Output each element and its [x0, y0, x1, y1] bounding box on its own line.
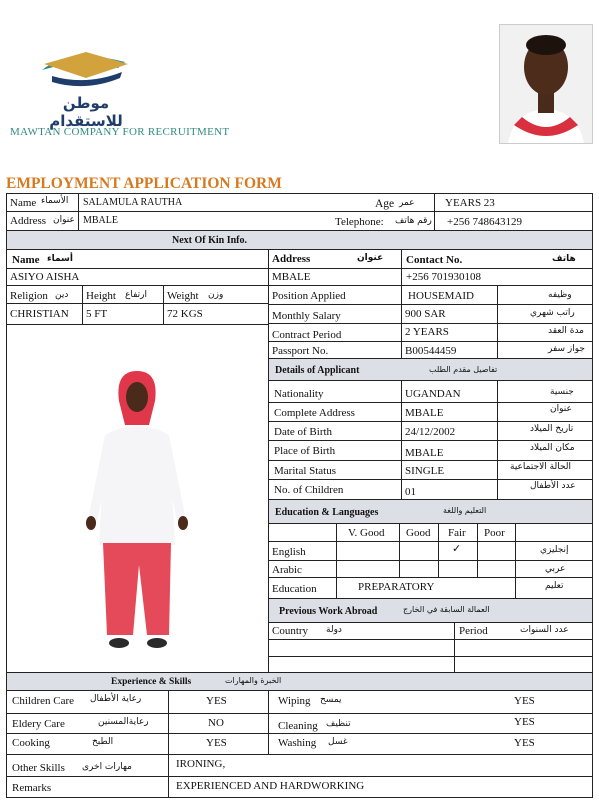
weight-label-cell: [163, 285, 269, 304]
age-value-cell: [434, 193, 593, 212]
education-value: PREPARATORY: [358, 581, 435, 593]
wiping-label-ar: يمسح: [320, 695, 342, 705]
contract-value: 2 YEARS: [405, 326, 449, 338]
religion-label: Religion: [10, 290, 48, 302]
telephone-label-ar: رقم هاتف: [395, 216, 432, 226]
cleaning-label: Cleaning: [278, 720, 318, 732]
details-title-ar: تفاصيل مقدم الطلب: [429, 365, 498, 374]
telephone-value-cell: [434, 211, 593, 231]
nationality-value: UGANDAN: [405, 388, 461, 400]
weight-value: 72 KGS: [167, 308, 203, 320]
other-skills-value: IRONING,: [176, 758, 226, 770]
skills-title: Experience & Skills: [111, 677, 192, 687]
children-care-label: Children Care: [12, 695, 75, 707]
details-header: [268, 358, 593, 381]
kin-name-cell: [6, 268, 269, 286]
other-skills-label: Other Skills: [12, 762, 65, 774]
children-count-value: 01: [405, 486, 416, 498]
skills-title-ar: الخبرة والمهارات: [225, 676, 282, 685]
address-label: Address: [10, 215, 47, 227]
elderly-care-label-ar: رعايةالمسنين: [98, 717, 149, 727]
cleaning-label-ar: تنظيف: [326, 719, 351, 729]
logo-mark-icon: [30, 40, 140, 95]
elderly-care-value: NO: [208, 717, 224, 729]
nationality-label-ar: جنسية: [550, 387, 574, 397]
kin-name-label-ar: أسماء: [47, 254, 73, 264]
company-name: MAWTAN COMPANY FOR RECRUITMENT: [10, 126, 230, 138]
arabic-label-ar: عربي: [545, 564, 566, 574]
form-title: EMPLOYMENT APPLICATION FORM: [6, 175, 282, 192]
salary-value: 900 SAR: [405, 308, 446, 320]
english-fair-check-icon: ✓: [452, 542, 462, 555]
kin-contact-label: Contact No.: [406, 254, 463, 266]
country-label: Country: [272, 625, 309, 637]
kin-contact-label-ar: هاتف: [552, 254, 576, 264]
children-care-label-ar: رعاية الأطفال: [90, 694, 142, 704]
height-label-ar: ارتفاع: [125, 290, 148, 300]
kin-address-header-cell: [268, 249, 402, 269]
religion-label-ar: دين: [55, 290, 69, 300]
position-label-ar: وظيفه: [548, 290, 572, 300]
contract-label: Contract Period: [272, 329, 342, 341]
next-of-kin-title: Next Of Kin Info.: [172, 235, 247, 246]
contract-label-ar: مدة العقد: [548, 326, 584, 336]
kin-name-label: Name: [12, 254, 40, 266]
passport-label-ar: جواز سفر: [548, 344, 585, 354]
weight-label-ar: وزن: [208, 290, 224, 300]
education-title: Education & Languages: [275, 507, 379, 518]
dob-value: 24/12/2002: [405, 426, 456, 438]
complete-address-label-ar: عنوان: [550, 404, 572, 414]
cooking-value: YES: [206, 737, 227, 749]
applicant-name-cell: [78, 193, 435, 212]
address-label-ar: عنوان: [53, 215, 75, 225]
applicant-full-body-photo: [7, 325, 268, 672]
washing-value: YES: [514, 737, 535, 749]
wiping-value: YES: [514, 695, 535, 707]
height-label-cell: [82, 285, 164, 304]
arabic-label: Arabic: [272, 564, 302, 576]
passport-value: B00544459: [405, 345, 457, 357]
dob-label-ar: تاريخ الميلاد: [530, 424, 574, 434]
period-label-ar: عدد السنوات: [520, 625, 569, 635]
address-value: MBALE: [83, 215, 118, 226]
education-header: [268, 499, 593, 524]
cooking-label: Cooking: [12, 737, 50, 749]
telephone-label: Telephone:: [335, 216, 384, 228]
complete-address-label: Complete Address: [274, 407, 355, 419]
religion-label-cell: [6, 285, 83, 304]
age-label-ar: عمر: [399, 198, 415, 208]
kin-name-value: ASIYO AISHA: [10, 271, 80, 283]
next-of-kin-header: [6, 230, 593, 250]
kin-address-label-ar: عنوان: [357, 253, 384, 263]
applicant-name-label-cell: [6, 193, 79, 212]
remarks-value: EXPERIENCED AND HARDWORKING: [176, 780, 365, 792]
marital-status-label: Marital Status: [274, 465, 337, 477]
religion-value-cell: [6, 303, 83, 325]
birthplace-value: MBALE: [405, 447, 444, 459]
cooking-label-ar: الطبخ: [92, 737, 114, 747]
height-value: 5 FT: [86, 308, 108, 320]
kin-address-cell: [268, 268, 402, 286]
country-label-ar: دولة: [326, 625, 342, 635]
salary-label-ar: راتب شهري: [530, 308, 575, 318]
skills-header: [6, 672, 593, 691]
work-title: Previous Work Abroad: [279, 606, 378, 617]
marital-status-label-ar: الحالة الاجتماعية: [510, 462, 571, 472]
address-cell: [78, 211, 435, 231]
education-label: Education: [272, 583, 317, 595]
applicant-name-value: SALAMULA RAUTHA: [83, 197, 183, 208]
kin-contact-value: +256 701930108: [406, 271, 481, 283]
kin-address-label: Address: [272, 253, 311, 265]
telephone-value: +256 748643129: [447, 216, 522, 228]
height-label: Height: [86, 290, 116, 302]
washing-label: Washing: [278, 737, 317, 749]
age-label: Age: [375, 198, 395, 210]
work-header: [268, 598, 593, 623]
weight-label: Weight: [167, 290, 199, 302]
children-count-label: No. of Children: [274, 484, 344, 496]
elderly-care-label: Eldery Care: [12, 718, 65, 730]
kin-name-header-cell: [6, 249, 269, 269]
col-good: Good: [406, 527, 431, 539]
english-label: English: [272, 546, 306, 558]
position-label: Position Applied: [272, 290, 346, 302]
work-title-ar: العمالة السابقة في الخارج: [403, 605, 490, 614]
remarks-label: Remarks: [12, 782, 52, 794]
other-skills-label-ar: مهارات اخرى: [82, 762, 132, 772]
kin-contact-header-cell: [401, 249, 593, 269]
height-value-cell: [82, 303, 164, 325]
english-label-ar: إنجليزي: [540, 545, 569, 555]
complete-address-value: MBALE: [405, 407, 444, 419]
children-count-label-ar: عدد الأطفال: [530, 481, 576, 491]
applicant-headshot-photo: [499, 24, 593, 144]
logo-arabic-text: موطن للاستقدام: [49, 94, 123, 130]
children-care-value: YES: [206, 695, 227, 707]
name-label: Name: [10, 197, 37, 209]
name-label-ar: الأسماء: [41, 196, 69, 206]
col-fair: Fair: [448, 527, 466, 539]
cleaning-value: YES: [514, 716, 535, 728]
birthplace-label-ar: مكان الميلاد: [530, 443, 575, 453]
company-logo: [30, 40, 140, 130]
age-value: YEARS 23: [445, 197, 495, 209]
birthplace-label: Place of Birth: [274, 445, 336, 457]
details-title: Details of Applicant: [275, 365, 360, 376]
col-very-good: V. Good: [348, 527, 385, 539]
education-title-ar: التعليم واللغة: [443, 506, 487, 515]
salary-label: Monthly Salary: [272, 310, 341, 322]
marital-status-value: SINGLE: [405, 465, 445, 477]
period-label: Period: [459, 625, 488, 637]
address-label-cell: [6, 211, 79, 231]
nationality-label: Nationality: [274, 388, 324, 400]
weight-value-cell: [163, 303, 269, 325]
wiping-label: Wiping: [278, 695, 311, 707]
passport-label: Passport No.: [272, 345, 329, 357]
education-label-ar: تعليم: [545, 581, 564, 591]
kin-contact-cell: [401, 268, 593, 286]
position-value: HOUSEMAID: [408, 290, 474, 302]
dob-label: Date of Birth: [274, 426, 333, 438]
col-poor: Poor: [484, 527, 505, 539]
washing-label-ar: غسل: [328, 737, 348, 747]
kin-address-value: MBALE: [272, 271, 311, 283]
full-body-photo-frame: [6, 324, 269, 673]
religion-value: CHRISTIAN: [10, 308, 69, 320]
